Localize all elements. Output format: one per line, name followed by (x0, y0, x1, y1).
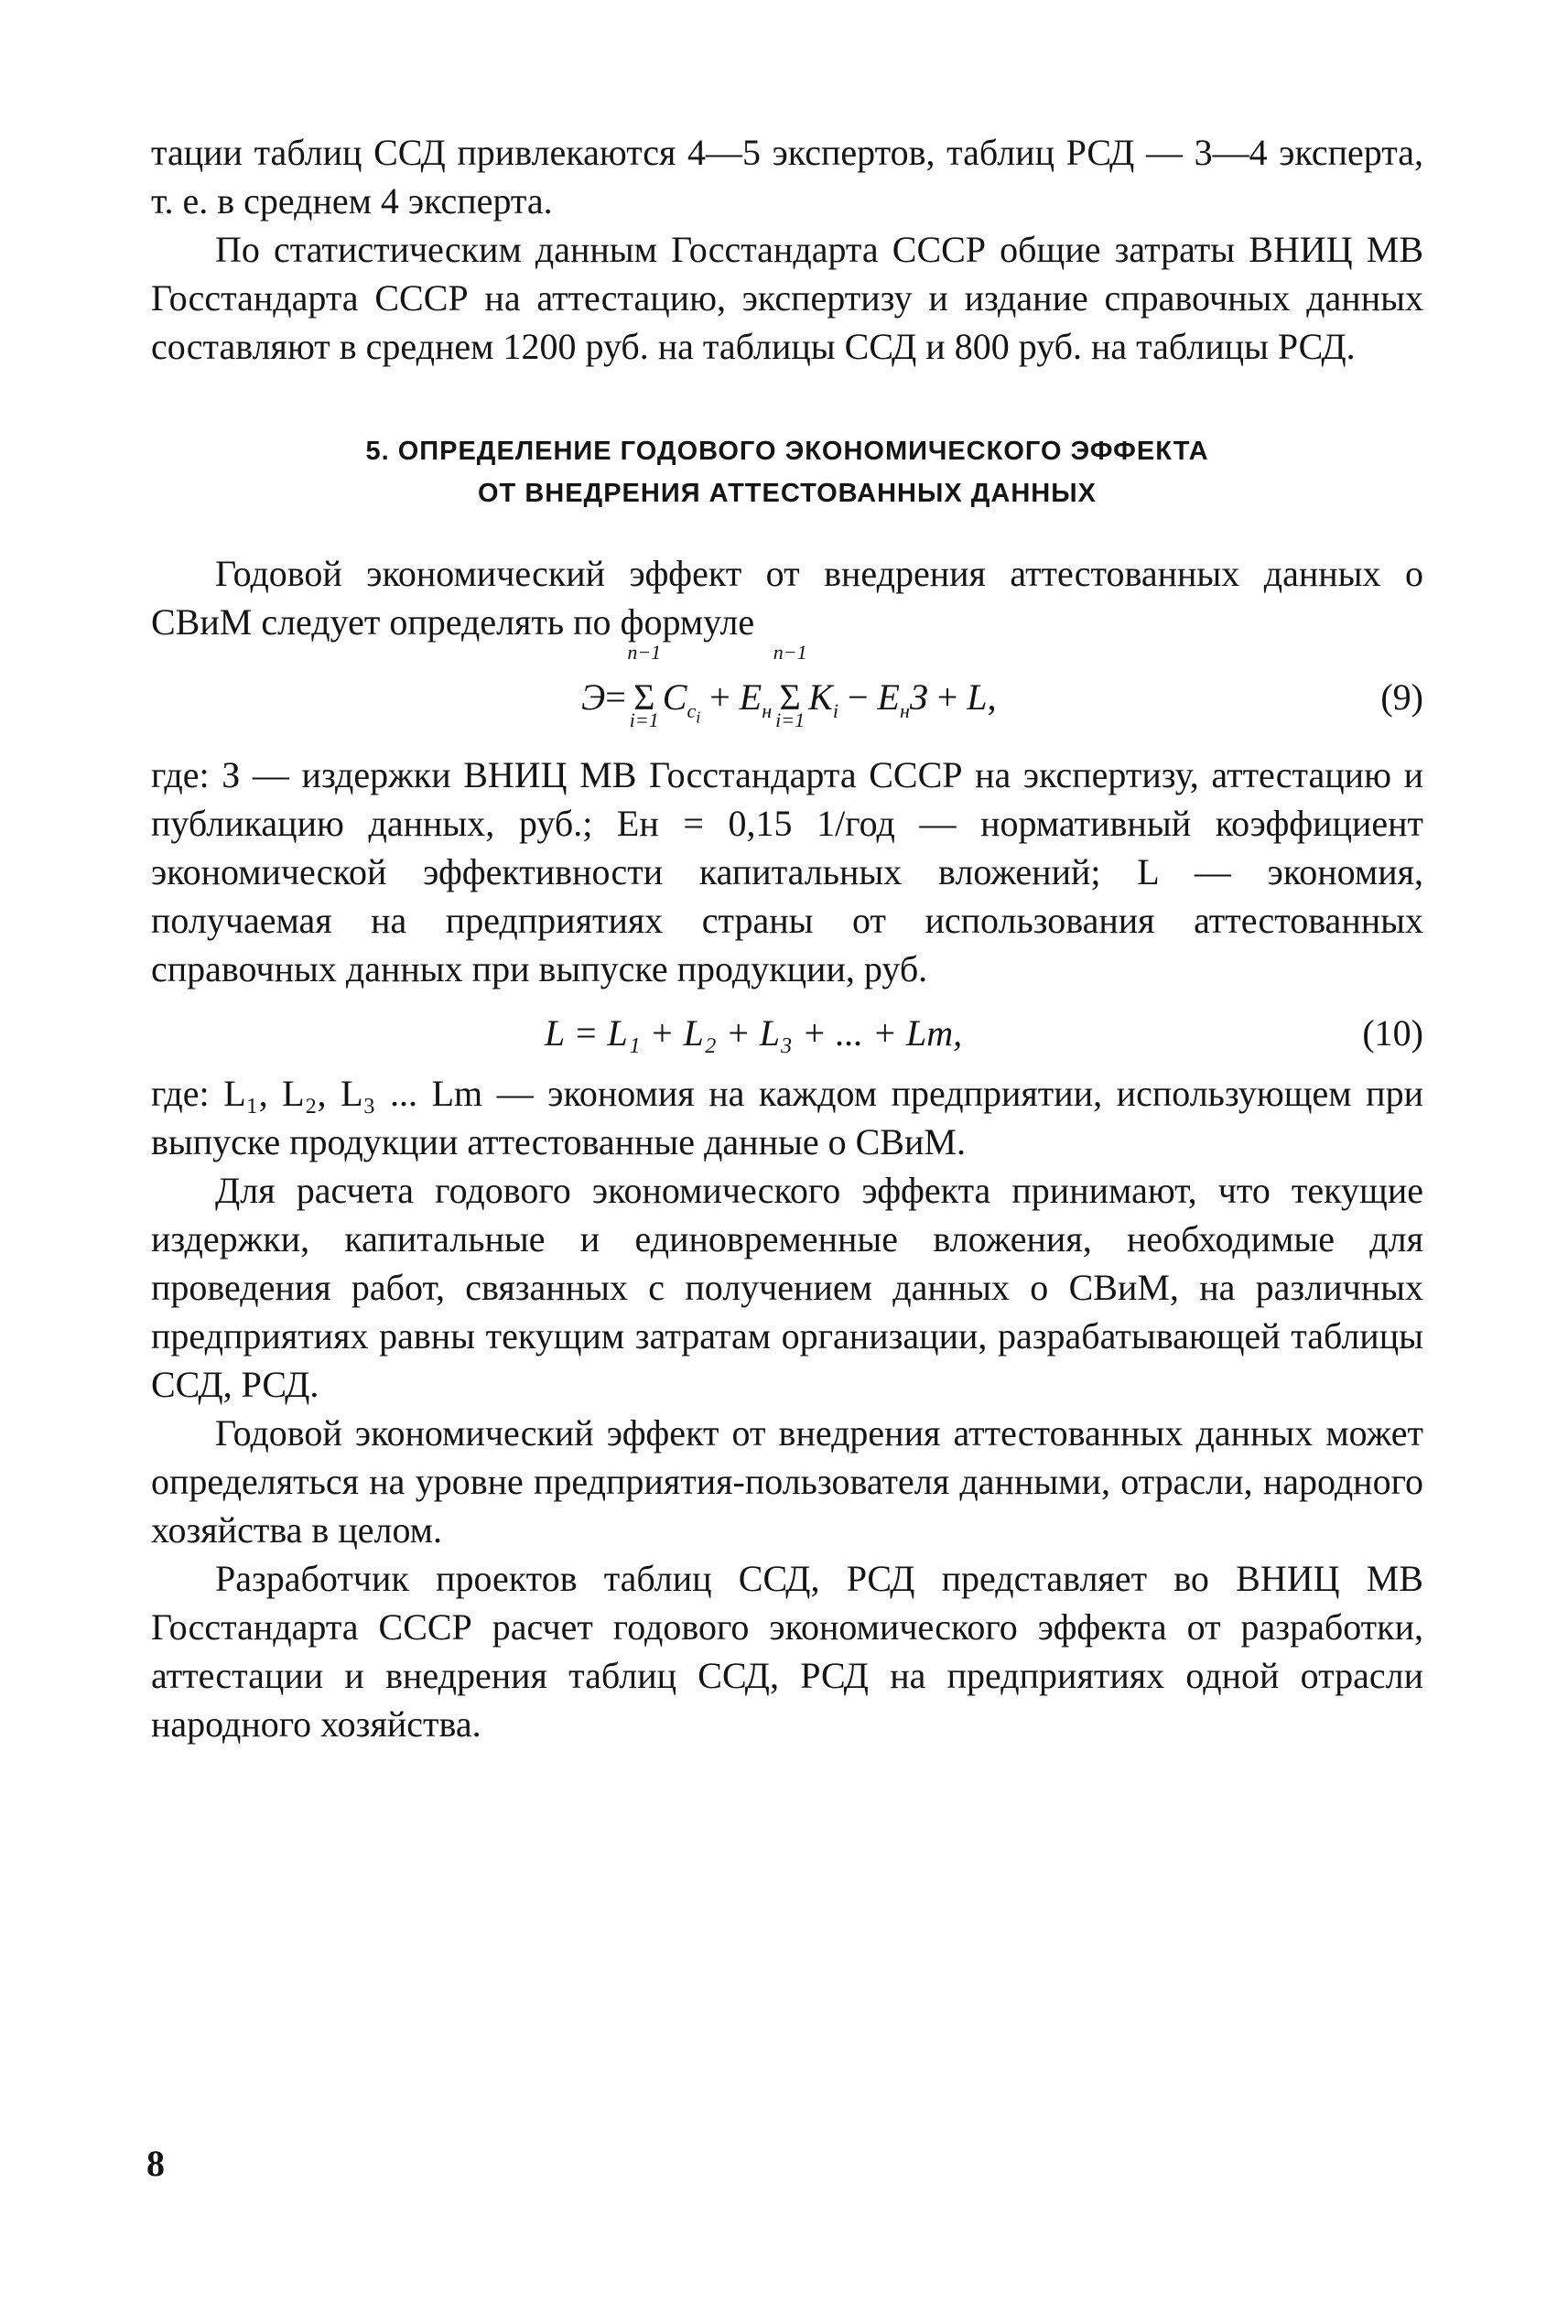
paragraph-intro: Годовой экономический эффект от внедрения аттестованных данных о СВиМ следует определять по формуле (151, 553, 1423, 643)
coef-en-sub: н (762, 699, 773, 722)
term-1-sub: c (687, 699, 697, 722)
formula-9-expression: Э= Σ n−1 i=1 $C_{c_i} + E_н$ Σ n−1 i=1 $K_i - E_нЗ + L$, (581, 641, 997, 731)
section-heading-line1: 5. ОПРЕДЕЛЕНИЕ ГОДОВОГО ЭКОНОМИЧЕСКОГО ЭФФЕКТА (365, 437, 1209, 466)
sum-1-lower: i=1 (629, 708, 659, 731)
section-heading-line2: ОТ ВНЕДРЕНИЯ АТТЕСТОВАННЫХ ДАННЫХ (478, 479, 1097, 508)
formula-10-number: (10) (1362, 1012, 1423, 1054)
top-text-block (151, 128, 1423, 371)
term-3: З (909, 676, 928, 718)
sum-2: Σ n−1 i=1 (773, 641, 807, 731)
formula-9 (151, 641, 1423, 741)
sum-2-lower: i=1 (775, 708, 806, 731)
formula-10-expression: L = L₁ + L₂ + L₃ + ... + Lm, (545, 1012, 963, 1054)
paragraph-levels: Годовой экономический эффект от внедрения аттестованных данных может определяться на уровне предприятия-пользователя данными, отрасли, народного хозяйства в целом. (151, 1412, 1423, 1551)
intro-block (151, 549, 1423, 646)
term-4: L (967, 676, 988, 718)
sum-1: Σ n−1 i=1 (627, 641, 662, 731)
paragraph-calculation: Для расчета годового экономического эффекта принимают, что текущие издержки, капитальные и единовременные вложения, необходимые для проведения работ, связанных с получением данных о СВиМ, на различных предприятиях равны текущим затратам организации, разрабатывающей таблицы ССД, РСД. (151, 1170, 1423, 1405)
formula-9-lhs: Э (581, 676, 606, 718)
paragraph-continuation: тации таблиц ССД привлекаются 4—5 экспертов, таблиц РСД — 3—4 эксперта, т. е. в среднем 4 эксперта. (151, 132, 1423, 222)
where-block (151, 751, 1423, 993)
formula-9-number: (9) (1380, 676, 1423, 718)
sum-1-upper: n−1 (627, 641, 662, 664)
coef-en-2-sub: н (899, 699, 910, 722)
section-heading (151, 430, 1423, 514)
term-2-sub: i (832, 699, 838, 722)
term-2: K (808, 676, 833, 718)
page-number: 8 (146, 2143, 165, 2184)
paragraph-developer: Разработчик проектов таблиц ССД, РСД представляет во ВНИЦ МВ Госстандарта СССР расчет годового экономического эффекта от разработки, аттестации и внедрения таблиц ССД, РСД на предприятиях одной отрасли народного хозяйства. (151, 1558, 1423, 1745)
coef-en: E (739, 676, 762, 718)
term-1: C (662, 676, 687, 718)
bottom-text-block (151, 1069, 1423, 1748)
formula-10 (151, 1011, 1423, 1063)
paragraph-costs: По статистическим данным Госстандарта СССР общие затраты ВНИЦ МВ Госстандарта СССР на аттестацию, экспертизу и издание справочных данных составляют в среднем 1200 руб. на таблицы ССД и 800 руб. на таблицы РСД. (151, 229, 1423, 367)
paragraph-where: где: З — издержки ВНИЦ МВ Госстандарта СССР на экспертизу, аттестацию и публикацию данных, руб.; Eн = 0,15 1/год — нормативный коэффициент экономической эффективности капитальных вложений; L — экономия, получаемая на предприятиях страны от использования аттестованных справочных данных при выпуске продукции, руб. (151, 754, 1423, 989)
term-1-subsub: i (696, 708, 701, 727)
sum-2-upper: n−1 (773, 641, 807, 664)
coef-en-2: E (877, 676, 900, 718)
paragraph-where-l: где: L₁, L₂, L₃ ... Lm — экономия на каждом предприятии, использующем при выпуске продукции аттестованные данные о СВиМ. (151, 1073, 1423, 1162)
